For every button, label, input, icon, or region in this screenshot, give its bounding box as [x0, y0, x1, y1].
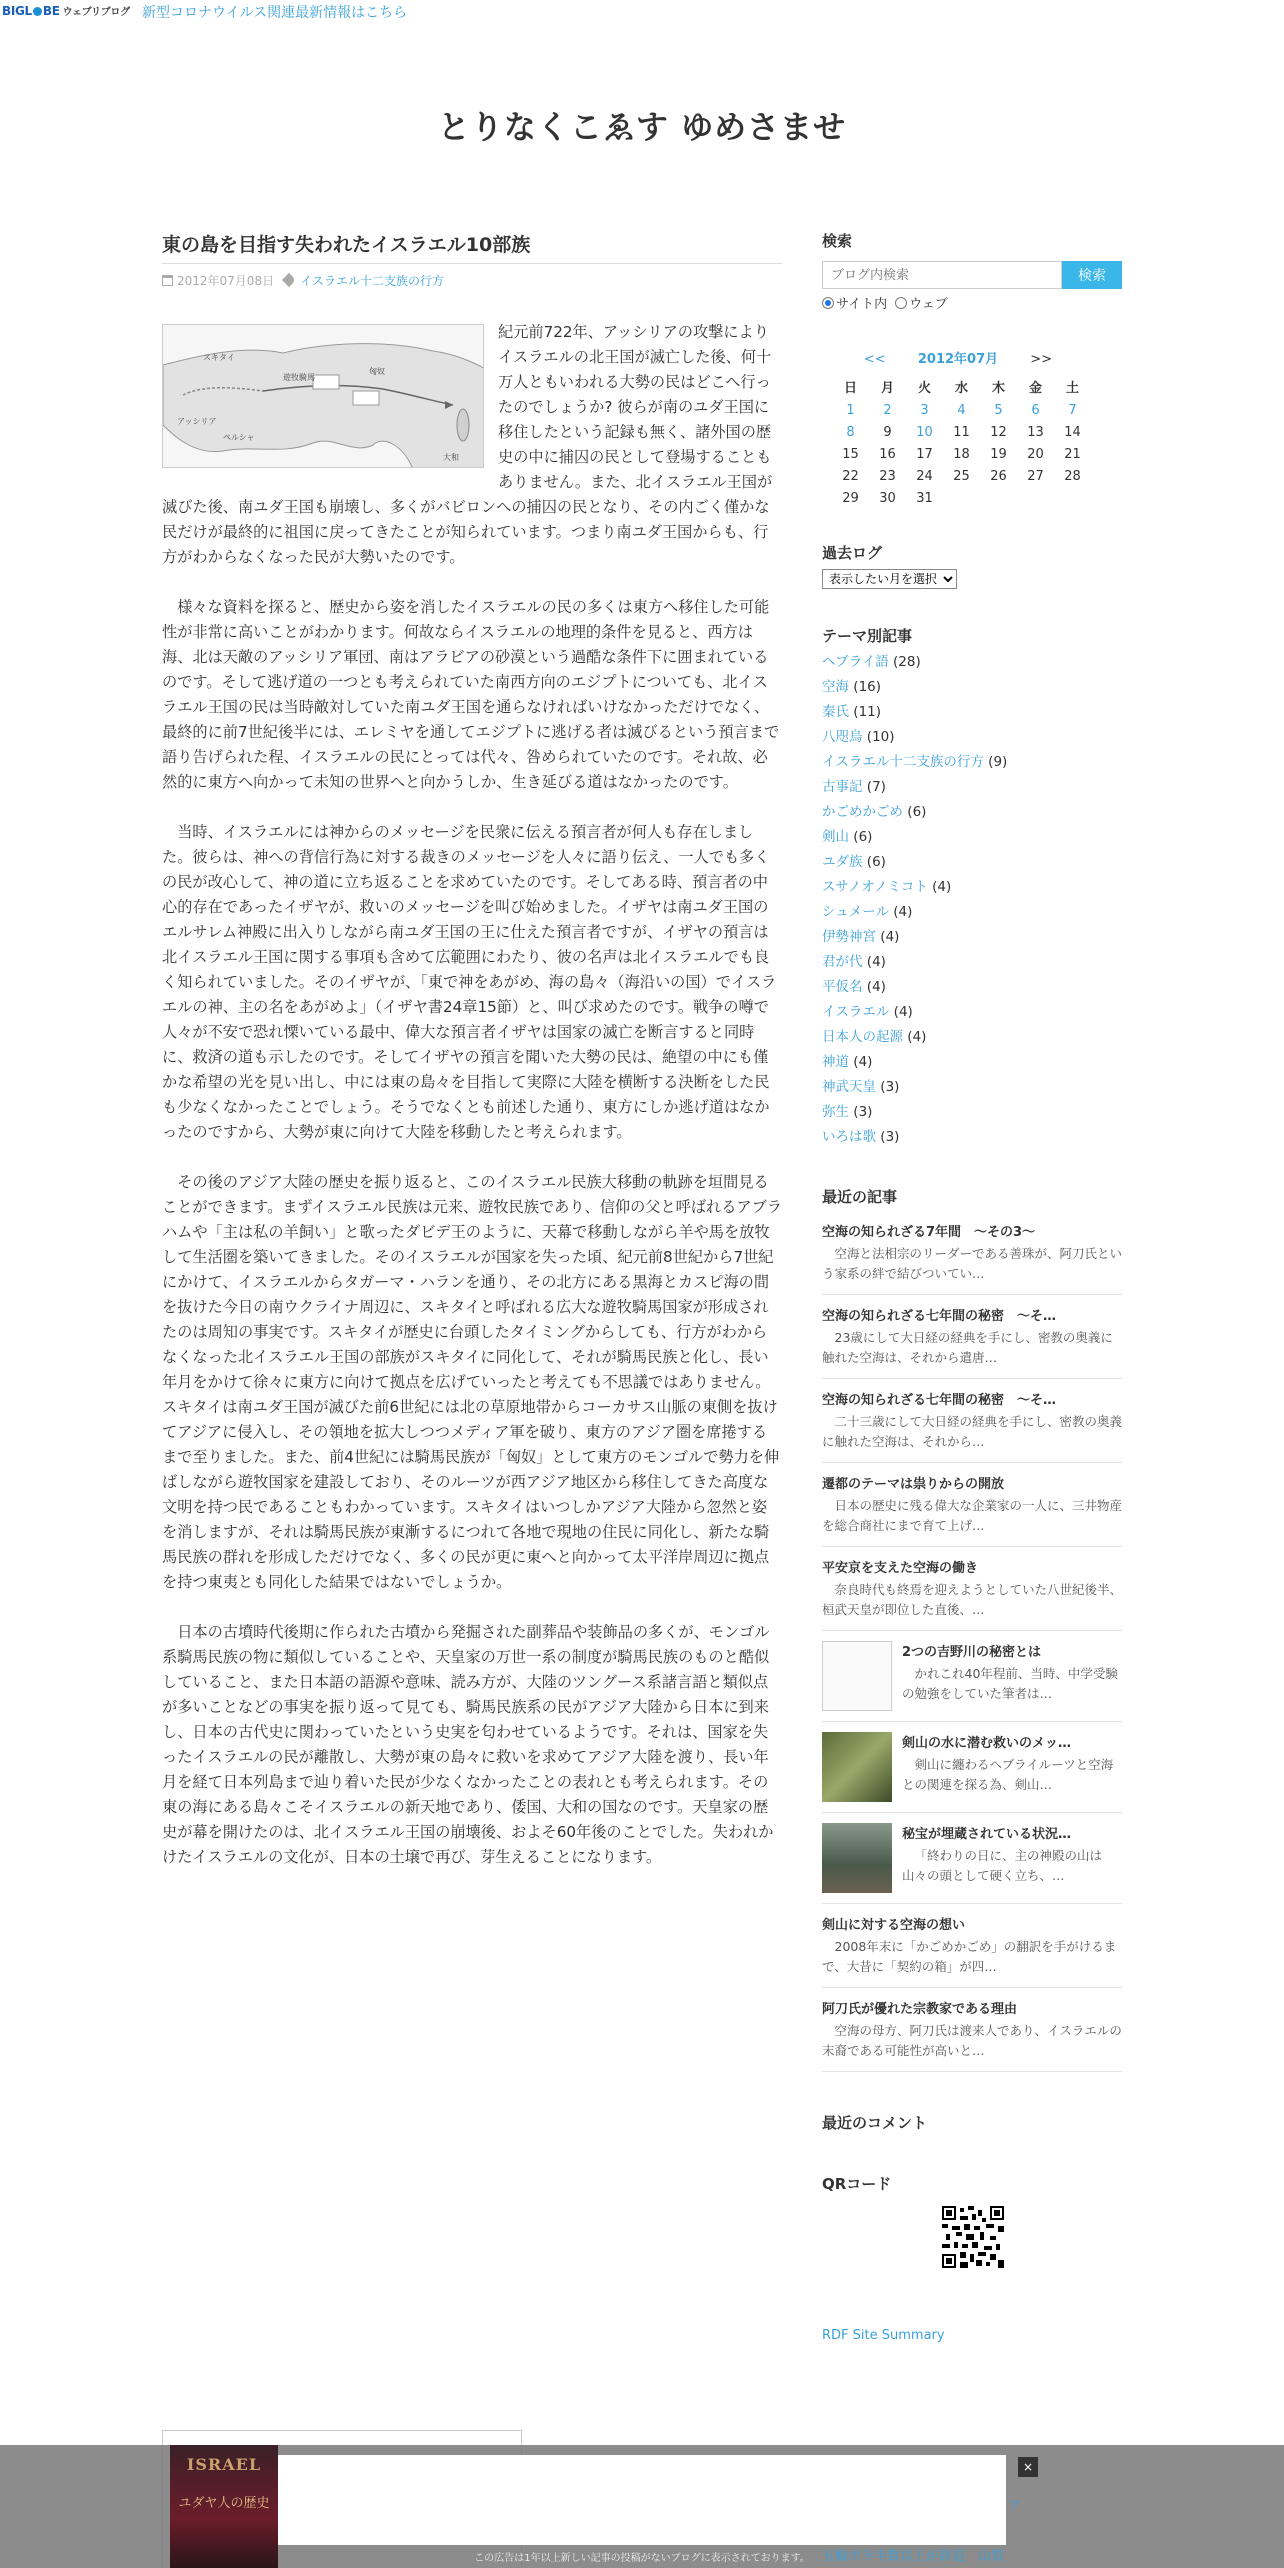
- recent-excerpt: 「終わりの日に、主の神殿の山は山々の頭として硬く立ち、…: [902, 1848, 1103, 1883]
- logo-dot-icon: [33, 7, 42, 16]
- theme-link[interactable]: イスラエル: [822, 1004, 890, 1020]
- theme-count: (4): [907, 1029, 927, 1045]
- calendar-day: 26: [990, 469, 1007, 484]
- theme-item: [822, 775, 1122, 800]
- map-label: スキタイ: [203, 353, 235, 362]
- calendar-day: 17: [916, 447, 933, 462]
- logo-text-2: BE: [42, 4, 60, 18]
- recent-excerpt: 空海の母方、阿刀氏は渡来人であり、イスラエルの末裔である可能性が高いと…: [822, 2023, 1122, 2058]
- theme-item: [822, 1100, 1122, 1125]
- theme-link[interactable]: 弥生: [822, 1104, 849, 1120]
- calendar-dow: 水: [954, 381, 968, 396]
- map-label: 大和: [443, 453, 459, 462]
- search-scope: [822, 293, 1122, 312]
- calendar-day: 21: [1064, 447, 1081, 462]
- theme-list: [822, 650, 1122, 1150]
- theme-link[interactable]: 神道: [822, 1054, 849, 1070]
- theme-item: [822, 700, 1122, 725]
- theme-count: (28): [893, 654, 921, 670]
- theme-link[interactable]: スサノオノミコト: [822, 879, 928, 895]
- theme-link[interactable]: ヘブライ語: [822, 654, 889, 670]
- calendar-day: 18: [953, 447, 970, 462]
- theme-count: (7): [866, 779, 886, 795]
- map-label: 遊牧騎馬: [283, 373, 315, 382]
- main-content: [162, 230, 782, 1895]
- calendar-month-link[interactable]: 2012年07月: [917, 352, 999, 367]
- post-title[interactable]: 東の島を目指す失われたイスラエル10部族: [162, 230, 782, 264]
- calendar-day: 27: [1027, 469, 1044, 484]
- site-title[interactable]: とりなくこゑす ゆめさませ: [437, 108, 847, 146]
- radio-web-label[interactable]: ウェブ: [909, 297, 948, 312]
- theme-item: [822, 825, 1122, 850]
- theme-count: (6): [853, 829, 873, 845]
- search-button[interactable]: 検索: [1062, 261, 1122, 289]
- calendar-dow: 日: [843, 381, 857, 396]
- theme-item: [822, 800, 1122, 825]
- recent-title-link[interactable]: 剣山の水に潜む救いのメッ…: [902, 1736, 1072, 1751]
- theme-link[interactable]: かごめかごめ: [822, 804, 903, 820]
- calendar-day: 16: [879, 447, 896, 462]
- recent-item: [822, 1547, 1122, 1631]
- map-label: アッシリア: [177, 417, 217, 426]
- tag-icon: [282, 273, 296, 287]
- calendar-day[interactable]: 3: [920, 403, 929, 418]
- theme-item: [822, 925, 1122, 950]
- map-label: 匈奴: [369, 367, 385, 376]
- recent-excerpt: 二十三歳にして大日経の経典を手にし、密教の奥義に触れた空海は、それから…: [822, 1414, 1123, 1449]
- theme-link[interactable]: 秦氏: [822, 704, 849, 720]
- recent-title-link[interactable]: 空海の知られざる七年間の秘密 ～そ…: [822, 1393, 1057, 1408]
- theme-link[interactable]: 八咫烏: [822, 729, 863, 745]
- recent-item: [822, 1813, 1122, 1904]
- theme-link[interactable]: 伊勢神宮: [822, 929, 876, 945]
- theme-count: (11): [853, 704, 882, 720]
- comments-widget: [822, 2112, 1122, 2133]
- recent-text: [902, 1641, 1122, 1711]
- calendar-grid: [832, 377, 1112, 506]
- recent-text: [822, 1914, 1122, 1977]
- calendar-day: 28: [1064, 469, 1081, 484]
- calendar-day: 20: [1027, 447, 1044, 462]
- theme-count: (4): [880, 929, 900, 945]
- overlay-ad-card[interactable]: [276, 2455, 1006, 2545]
- calendar-day: [943, 491, 980, 506]
- theme-link[interactable]: 古事記: [822, 779, 863, 795]
- theme-link[interactable]: ユダ族: [822, 854, 863, 870]
- recent-title-link[interactable]: 阿刀氏が優れた宗教家である理由: [822, 2002, 1018, 2017]
- sidebar: [822, 230, 1122, 2343]
- recent-excerpt: 2008年末に「かごめかごめ」の翻訳を手がけるまで、大昔に「契約の箱」が四…: [822, 1939, 1117, 1974]
- recent-text: [902, 1732, 1122, 1802]
- calendar-day: 9: [883, 425, 892, 440]
- theme-item: [822, 1075, 1122, 1100]
- post-category-link[interactable]: イスラエル十二支族の行方: [300, 274, 444, 288]
- calendar-dow: 木: [991, 381, 1005, 396]
- recent-item: [822, 1988, 1122, 2072]
- recent-title-link[interactable]: 秘宝が埋蔵されている状況…: [902, 1827, 1072, 1842]
- radio-site-label[interactable]: サイト内: [836, 297, 888, 312]
- calendar-day: [1054, 491, 1091, 506]
- calendar-day[interactable]: 5: [994, 403, 1003, 418]
- recent-title-link[interactable]: 遷都のテーマは祟りからの開放: [822, 1477, 1005, 1492]
- map-label: ペルシャ: [223, 433, 255, 442]
- qr-widget: [822, 2173, 1122, 2268]
- recent-title-link[interactable]: 空海の知られざる七年間の秘密 ～そ…: [822, 1309, 1057, 1324]
- archive-widget: [822, 542, 1122, 589]
- calendar-day[interactable]: 7: [1068, 403, 1077, 418]
- archive-select[interactable]: [822, 569, 957, 589]
- calendar-day: 13: [1027, 425, 1044, 440]
- theme-item: [822, 950, 1122, 975]
- theme-count: (3): [880, 1079, 900, 1095]
- calendar-day: 29: [842, 491, 859, 506]
- overlay-footer-note: この広告は1年以上新しい記事の投稿がないブログに表示されております。: [474, 2553, 810, 2564]
- post-meta: [162, 272, 782, 290]
- recent-excerpt: かれこれ40年程前、当時、中学受験の勉強をしていた筆者は…: [902, 1666, 1118, 1701]
- post-paragraph: 日本の古墳時代後期に作られた古墳から発掘された副葬品や装飾品の多くが、モンゴル系騎馬民族の物に類似していることや、天皇家の万世一系の制度が騎馬民族のものと酷似していること、また日本語の語源や意味、読み方が、大陸のツングース系諸言語と類似点が多いことなどの事実を振り返って見ても、騎馬民族系の民がアジア大陸から日本に到来し、日本の古代史に関わっていたという史実を匂わせているようです。それは、国家を失ったイスラエルの民が離散し、大勢が東の島々に救いを求めてアジア大陸を渡り、長い年月を経て日本列島まで辿り着いた民が少なくなかったことの表れとも考えられます。その東の海にある島々こそイスラエルの新天地であり、倭国、大和の国なのです。天皇家の歴史が幕を開けたのは、北イスラエル王国の崩壊後、およそ60年後のことでした。失われかけたイスラエルの文化が、日本の土壌で再び、芽生えることになります。: [162, 1623, 774, 1866]
- theme-link[interactable]: イスラエル十二支族の行方: [822, 754, 984, 770]
- calendar-day: 23: [879, 469, 896, 484]
- theme-item: [822, 750, 1122, 775]
- recent-text: [822, 1473, 1122, 1536]
- radio-site[interactable]: [822, 297, 834, 309]
- theme-item: [822, 675, 1122, 700]
- calendar-day: 11: [953, 425, 970, 440]
- recent-item: [822, 1722, 1122, 1813]
- overlay-peek-link[interactable]: ア: [1008, 2499, 1022, 2514]
- search-widget: [822, 230, 1122, 312]
- calendar-prev-link[interactable]: <<: [863, 352, 886, 367]
- theme-count: (10): [866, 729, 895, 745]
- recent-excerpt: 空海と法相宗のリーダーである善珠が、阿刀氏という家系の絆で結びついてい…: [822, 1246, 1123, 1281]
- recent-heading: 最近の記事: [822, 1188, 898, 1206]
- qr-heading: QRコード: [822, 2175, 892, 2193]
- recent-list: [822, 1217, 1122, 2072]
- theme-count: (6): [907, 804, 927, 820]
- themes-heading: テーマ別記事: [822, 627, 913, 645]
- overlay-ad: [0, 2445, 1284, 2568]
- logo-text: BIGL: [2, 4, 32, 18]
- theme-count: (4): [853, 1054, 873, 1070]
- asia-map-image[interactable]: [162, 324, 484, 468]
- theme-item: [822, 1000, 1122, 1025]
- post-paragraph: 当時、イスラエルには神からのメッセージを民衆に伝える預言者が何人も存在しました。彼らは、神への背信行為に対する裁きのメッセージを人々に語り伝え、一人でも多くの民が改心して、神の道に立ち返ることを求めていたのです。そしてある時、預言者の中心的存在であったイザヤが、救いのメッセージを叫び始めました。イザヤは南ユダ王国のエルサレム神殿に出入りしながら南ユダ王国の王に仕えた預言者ですが、イザヤの預言は北イスラエル王国に関する事項も含めて広範囲にわたり、彼の名声は北イスラエルでも良く知られていました。そのイザヤが、「東で神をあがめ、海の島々（海沿いの国）でイスラエルの神、主の名をあがめよ」（イザヤ書24章15節）と、叫び求めたのです。戦争の噂で人々が不安で恐れ慄いている最中、偉大な預言者イザヤは国家の滅亡を断言すると同時に、救済の道も示したのです。そしてイザヤの預言を聞いた大勢の民は、絶望の中にも僅かな希望の光を見い出し、中には東の島々を目指して実際に大陸を横断する決断をした民も少なくなかったことでしょう。そうでなくとも前述した通り、東方にしか逃げ道はなかったのですから、大勢が東に向けて大陸を移動したと考えられます。: [162, 823, 777, 1141]
- recent-thumbnail[interactable]: [822, 1732, 892, 1802]
- theme-link[interactable]: シュメール: [822, 904, 889, 920]
- calendar-day[interactable]: 10: [916, 425, 933, 440]
- theme-link[interactable]: 神武天皇: [822, 1079, 876, 1095]
- recent-thumbnail[interactable]: [822, 1641, 892, 1711]
- themes-widget: [822, 625, 1122, 1150]
- calendar-day: 14: [1064, 425, 1081, 440]
- theme-item: [822, 850, 1122, 875]
- theme-link[interactable]: 日本人の起源: [822, 1029, 903, 1045]
- recent-title-link[interactable]: 空海の知られざる7年間 ～その3～: [822, 1225, 1036, 1240]
- theme-item: [822, 900, 1122, 925]
- recent-item: [822, 1463, 1122, 1547]
- calendar-day: 24: [916, 469, 933, 484]
- recent-item: [822, 1904, 1122, 1988]
- theme-count: (4): [932, 879, 952, 895]
- post-date: 2012年07月08日: [177, 274, 275, 288]
- theme-item: [822, 725, 1122, 750]
- theme-item: [822, 1025, 1122, 1050]
- calendar-day: 15: [842, 447, 859, 462]
- theme-count: (4): [893, 904, 913, 920]
- calendar-day[interactable]: 6: [1031, 403, 1040, 418]
- calendar-day: 12: [990, 425, 1007, 440]
- theme-count: (4): [893, 1004, 913, 1020]
- recent-excerpt: 23歳にして大日経の経典を手にし、密教の奥義に触れた空海は、それから遣唐…: [822, 1330, 1113, 1365]
- close-icon[interactable]: ×: [1018, 2457, 1038, 2477]
- overlay-peek-link-2[interactable]: 五輪ボラ半数以上が辞退 山梨: [822, 2549, 1005, 2564]
- recent-widget: [822, 1186, 1122, 2072]
- calendar-day: 19: [990, 447, 1007, 462]
- covid-notice-link[interactable]: 新型コロナウイルス関連最新情報はこちら: [142, 5, 408, 21]
- calendar-widget: [832, 348, 1112, 506]
- calendar-day[interactable]: 1: [846, 403, 855, 418]
- calendar-day: 25: [953, 469, 970, 484]
- biglobe-logo[interactable]: [2, 3, 130, 18]
- calendar-dow: 火: [917, 381, 931, 396]
- theme-count: (16): [853, 679, 882, 695]
- calendar-dow: 土: [1065, 381, 1079, 396]
- search-heading: 検索: [822, 232, 853, 250]
- theme-count: (3): [880, 1129, 900, 1145]
- recent-title-link[interactable]: 剣山に対する空海の想い: [822, 1918, 966, 1933]
- rdf-link[interactable]: RDF Site Summary: [822, 2328, 945, 2343]
- calendar-dow: 金: [1028, 381, 1042, 396]
- search-input[interactable]: [822, 261, 1062, 289]
- calendar-dow: 月: [880, 381, 894, 396]
- recent-title-link[interactable]: 平安京を支えた空海の働き: [822, 1561, 979, 1576]
- qr-code-icon: [942, 2206, 1004, 2268]
- theme-link[interactable]: 君が代: [822, 954, 863, 970]
- calendar-day[interactable]: 2: [883, 403, 892, 418]
- comments-heading: 最近のコメント: [822, 2114, 928, 2132]
- theme-link[interactable]: 平仮名: [822, 979, 863, 995]
- post-paragraph: 紀元前722年、アッシリアの攻撃によりイスラエルの北王国が滅亡した後、何十万人ともいわれる大勢の民はどこへ行ったのでしょうか? 彼らが南のユダ王国に移住したという記録も無く、諸外国の歴史の中に捕囚の民として登場することもありません。また、北イスラエル王国が滅びた後、南ユダ王国も崩壊し、多くがバビロンへの捕囚の民となり、その内ごく僅かな民だけが最終的に祖国に戻ってきたことが知られています。つまり南ユダ王国からも、行方がわからなくなった民が大勢いたのです。: [162, 323, 773, 566]
- post-paragraph: その後のアジア大陸の歴史を振り返ると、このイスラエル民族大移動の軌跡を垣間見ることができます。まずイスラエル民族は元来、遊牧民族であり、信仰の父と呼ばれるアブラハムや「主は私の羊飼い」と歌ったダビデ王のように、天幕で移動しながら羊や馬を放牧して生活圏を築いてきました。そのイスラエルが国家を失った頃、紀元前8世紀から7世紀にかけて、イスラエルからタガーマ・ハランを通り、その北方にある黒海とカスピ海の間を抜けた今日の南ウクライナ周辺に、スキタイと呼ばれる広大な遊牧騎馬国家が形成されたのは周知の事実です。スキタイが歴史に台頭したタイミングからしても、行方がわからなくなった北イスラエル王国の部族がスキタイに同化して、それが騎馬民族と化し、長い年月をかけて徐々に東方に向けて拠点を広げていったと考えても不思議ではありません。スキタイは南ユダ王国が滅びた前6世紀には北の草原地帯からコーカサス山脈の東側を抜けてアジアに侵入し、その領地を拡大しつつメディア軍を破り、東方のアジア圏を席捲するまで至りました。また、前4世紀には騎馬民族が「匈奴」として東方のモンゴルで勢力を伸ばしながら遊牧国家を建設しており、そのルーツが西アジア地区から移住してきた高度な文明を持つ民であることもわかっています。スキタイはいつしかアジア大陸から忽然と姿を消しますが、それは騎馬民族が東漸するにつれて各地で現地の住民に同化し、新たな騎馬民族の群れを形成しただけでなく、多くの民が更に東へと向かって太平洋岸周辺に拠点を持つ東夷とも同化した結果ではないでしょうか。: [162, 1173, 782, 1591]
- calendar-day[interactable]: 4: [957, 403, 966, 418]
- recent-text: [822, 1998, 1122, 2061]
- recent-title-link[interactable]: 2つの吉野川の秘密とは: [902, 1645, 1042, 1660]
- theme-item: [822, 1125, 1122, 1150]
- search-row: [822, 261, 1122, 289]
- recent-excerpt: 奈良時代も終焉を迎えようとしていた八世紀後半、桓武天皇が即位した直後、…: [822, 1582, 1123, 1617]
- theme-count: (4): [866, 954, 886, 970]
- archive-heading: 過去ログ: [822, 544, 883, 562]
- calendar-day: 31: [916, 491, 933, 506]
- radio-web[interactable]: [895, 297, 907, 309]
- theme-item: [822, 875, 1122, 900]
- post-paragraph: 様々な資料を探ると、歴史から姿を消したイスラエルの民の多くは東方へ移住した可能性が非常に高いことがわかります。何故ならイスラエルの地理的条件を見ると、西方は海、北は天敵のアッシリア軍団、南はアラビアの砂漠という過酷な条件下に囲まれているのです。そして逃げ道の一つとも考えられていた南西方向のエジプトについても、北イスラエル王国の民は当時敵対していた南ユダ王国を通らなければいけなかっただけでなく、最終的に前7世紀後半には、エレミヤを通してエジプトに逃げる者は滅びるという預言まで語り告げられた程、イスラエルの民にとっては代々、咎められていたのです。それ故、必然的に東方へ向かって未知の世界へと向かうしか、生き延びる道はなかったのです。: [162, 598, 780, 791]
- recent-item: [822, 1217, 1122, 1295]
- calendar-day[interactable]: 8: [846, 425, 855, 440]
- theme-link[interactable]: 空海: [822, 679, 849, 695]
- recent-excerpt: 剣山に纏わるヘブライルーツと空海との関連を探る為、剣山…: [902, 1757, 1114, 1792]
- theme-count: (3): [853, 1104, 873, 1120]
- theme-count: (4): [866, 979, 886, 995]
- theme-item: [822, 975, 1122, 1000]
- recent-item: [822, 1631, 1122, 1722]
- recent-text: [822, 1221, 1122, 1284]
- calendar-next[interactable]: >>: [1030, 352, 1053, 367]
- book-top: ISRAEL: [186, 2455, 262, 2474]
- calendar-day: [980, 491, 1017, 506]
- theme-count: (6): [866, 854, 886, 870]
- theme-item: [822, 1050, 1122, 1075]
- calendar-header: [832, 348, 1112, 367]
- recent-item: [822, 1379, 1122, 1463]
- recent-text: [902, 1823, 1122, 1893]
- theme-item: [822, 650, 1122, 675]
- calendar-icon: [162, 275, 173, 286]
- recent-excerpt: 日本の歴史に残る偉大な企業家の一人に、三井物産を総合商社にまで育て上げ…: [822, 1498, 1123, 1533]
- theme-count: (9): [988, 754, 1008, 770]
- top-bar: [0, 0, 1284, 22]
- recent-text: [822, 1389, 1122, 1452]
- recent-text: [822, 1557, 1122, 1620]
- recent-text: [822, 1305, 1122, 1368]
- theme-link[interactable]: いろは歌: [822, 1129, 876, 1145]
- theme-link[interactable]: 剣山: [822, 829, 849, 845]
- recent-thumbnail[interactable]: [822, 1823, 892, 1893]
- recent-item: [822, 1295, 1122, 1379]
- calendar-day: 30: [879, 491, 896, 506]
- post-body: [162, 320, 782, 1870]
- book-title: ユダヤ人の歴史: [178, 2496, 270, 2511]
- calendar-day: 22: [842, 469, 859, 484]
- calendar-day: [1017, 491, 1054, 506]
- logo-sub: ウェブリブログ: [62, 7, 130, 18]
- qr-graphic: [942, 2206, 1004, 2268]
